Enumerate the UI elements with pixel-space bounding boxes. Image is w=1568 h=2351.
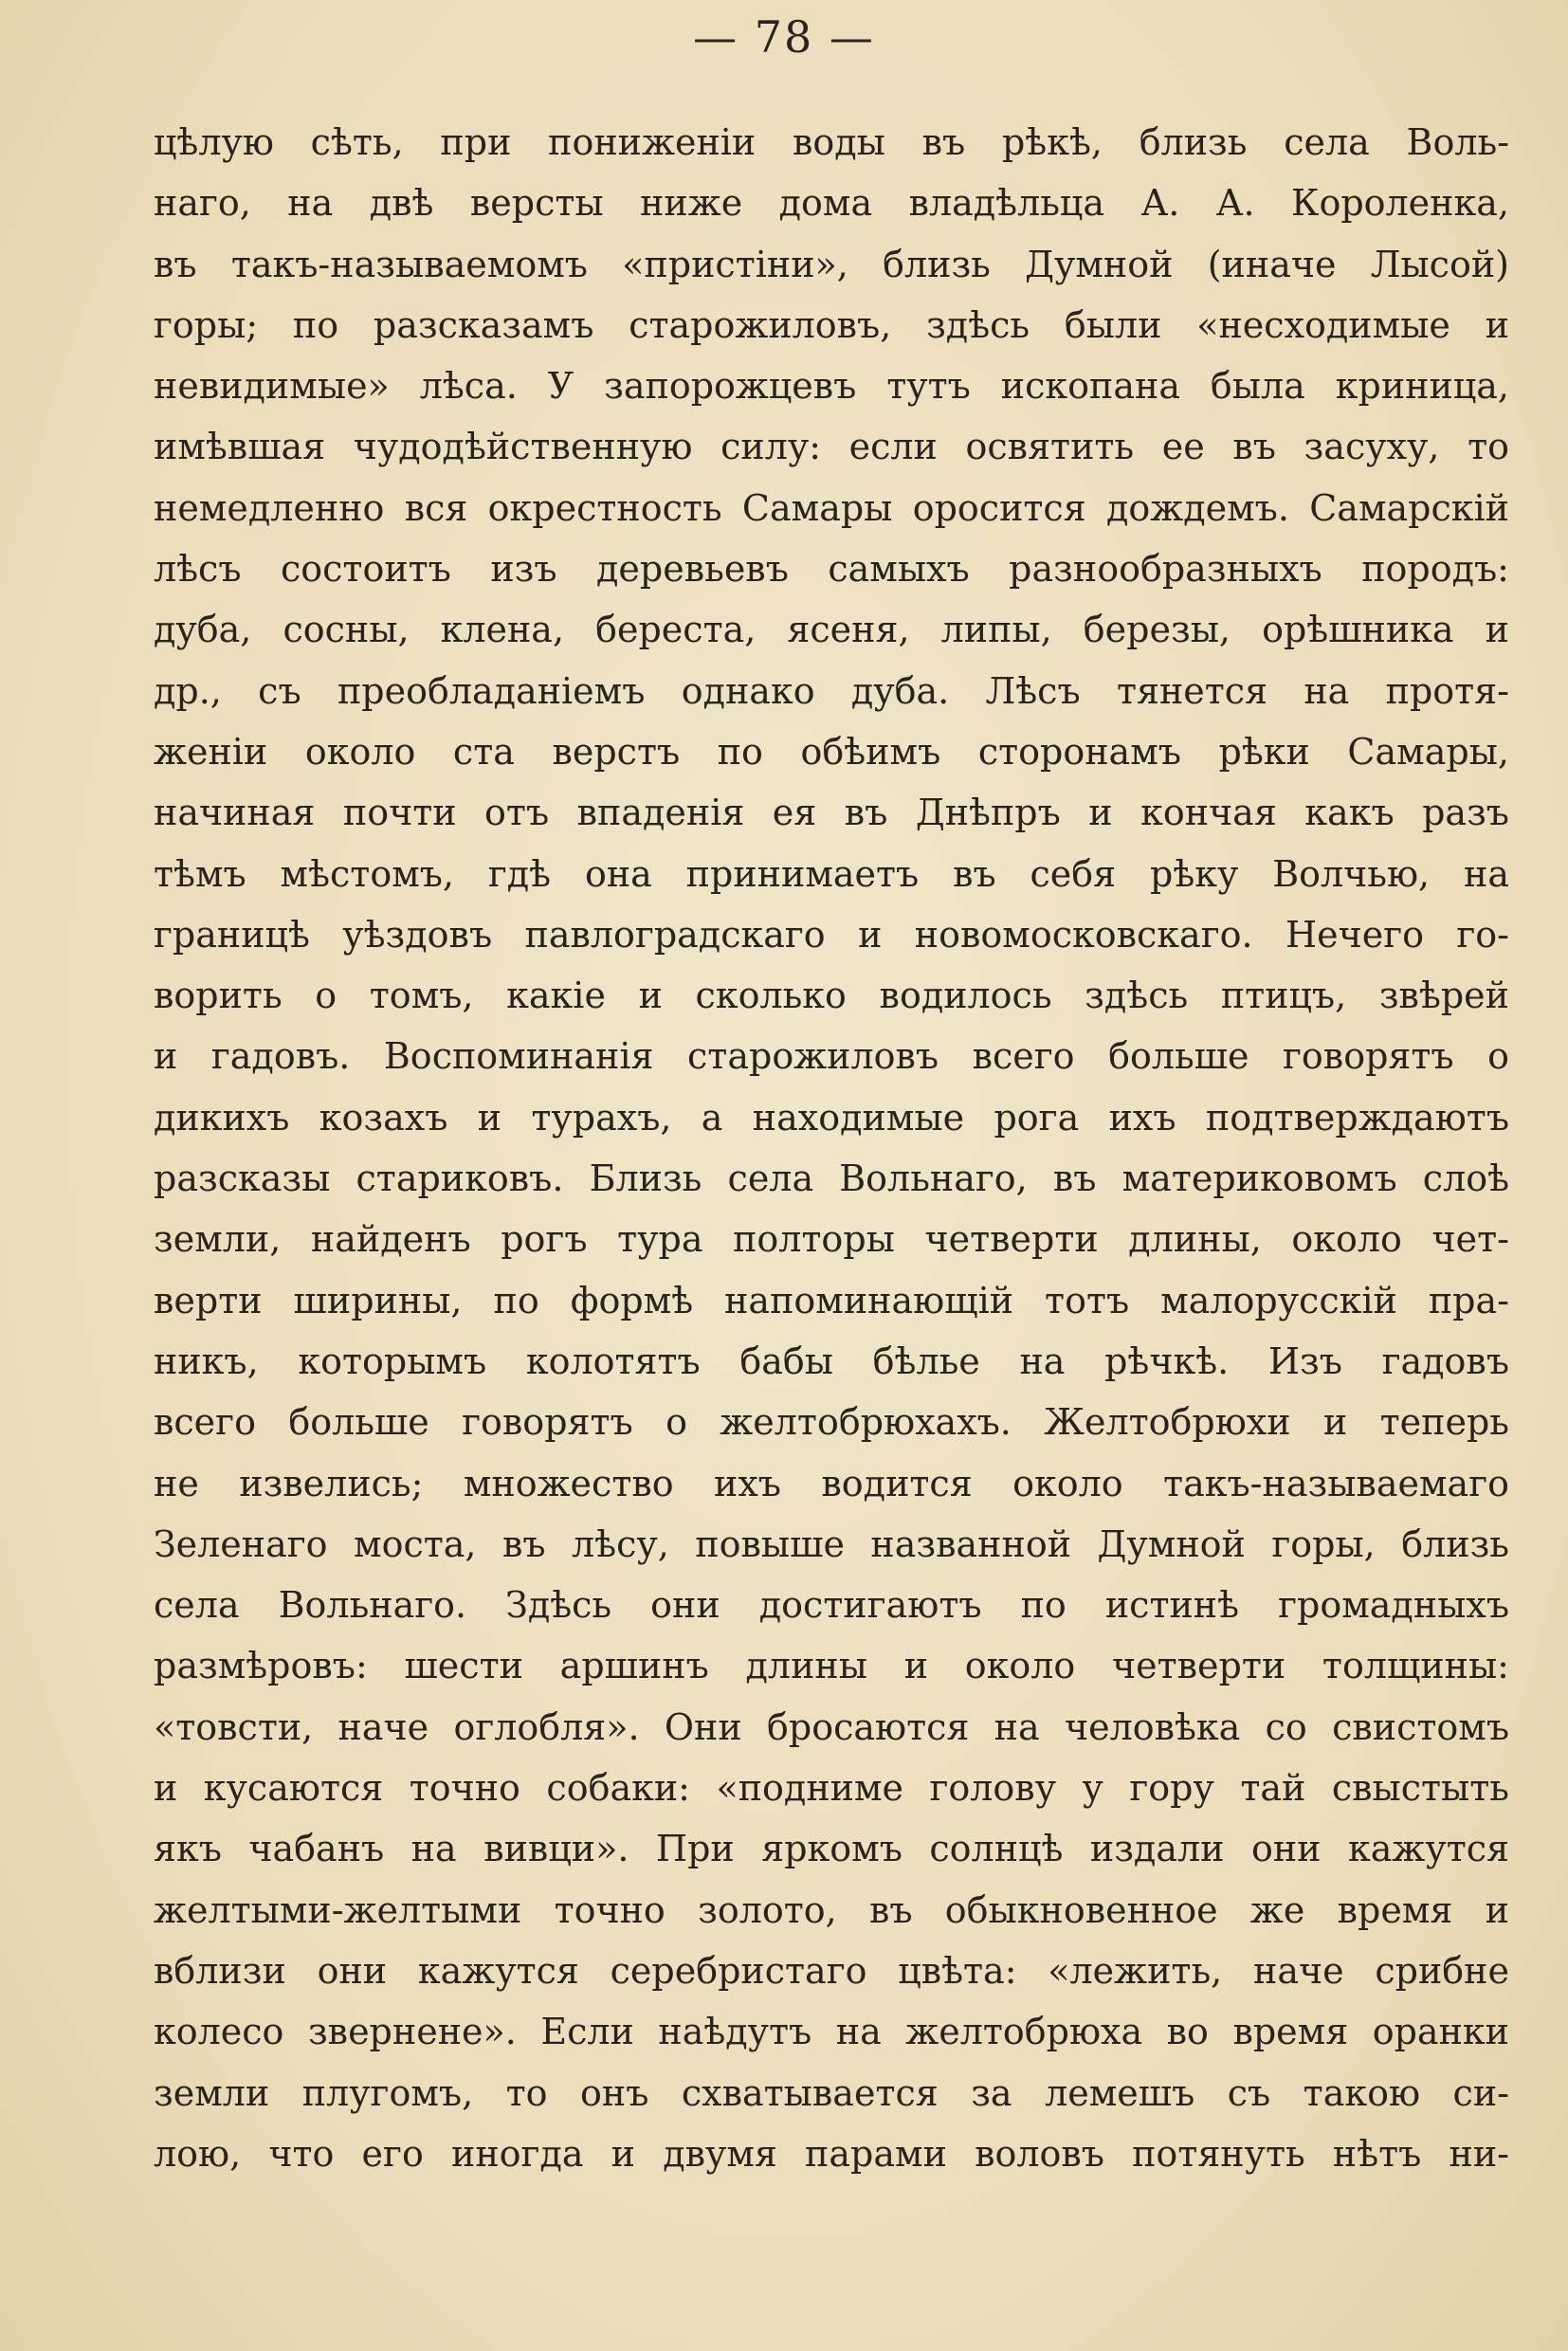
text-line: начиная почти отъ впаденія ея въ Днѣпръ и кончая какъ разъ [154, 792, 1509, 834]
text-line: дикихъ козахъ и турахъ, а находимые рога ихъ подтверждаютъ [154, 1096, 1509, 1139]
text-line: имѣвшая чудодѣйственную силу: если освятить ее въ засуху, то [154, 426, 1509, 468]
text-line: и гадовъ. Воспоминанія старожиловъ всего больше говорятъ о [154, 1035, 1509, 1078]
text-line: др., съ преобладаніемъ однако дуба. Лѣсъ тянется на протя- [154, 669, 1509, 712]
text-line: всего больше говорятъ о желтобрюхахъ. Желтобрюхи и теперь [154, 1401, 1509, 1444]
text-line: «товсти, наче оглобля». Они бросаются на человѣка со свистомъ [154, 1705, 1509, 1748]
text-line: дуба, сосны, клена, береста, ясеня, липы, березы, орѣшника и [154, 609, 1509, 651]
text-line: ворить о томъ, какіе и сколько водилось здѣсь птицъ, звѣрей [154, 975, 1509, 1017]
text-line: лою, что его иногда и двумя парами воловъ потянуть нѣтъ ни- [154, 2132, 1509, 2175]
body-text [154, 112, 1509, 2184]
text-line: села Вольнаго. Здѣсь они достигаютъ по истинѣ громадныхъ [154, 1584, 1509, 1627]
text-line: женіи около ста верстъ по обѣимъ сторонамъ рѣки Самары, [154, 730, 1509, 773]
text-line: якъ чабанъ на вивци». При яркомъ солнцѣ издали они кажутся [154, 1828, 1509, 1870]
text-line: лѣсъ состоитъ изъ деревьевъ самыхъ разнообразныхъ породъ: [154, 548, 1509, 591]
text-line: Зеленаго моста, въ лѣсу, повыше названной Думной горы, близь [154, 1522, 1509, 1565]
text-line: невидимые» лѣса. У запорожцевъ тутъ ископана была криница, [154, 365, 1509, 408]
text-line: въ такъ-называемомъ «пристіни», близь Думной (иначе Лысой) [154, 243, 1509, 285]
text-line: тѣмъ мѣстомъ, гдѣ она принимаетъ въ себя рѣку Волчью, на [154, 852, 1509, 895]
text-line: желтыми-желтыми точно золото, въ обыкновенное же время и [154, 1888, 1509, 1931]
text-line: разсказы стариковъ. Близь села Вольнаго, въ материковомъ слоѣ [154, 1157, 1509, 1200]
text-line: границѣ уѣздовъ павлоградскаго и новомосковскаго. Нечего го- [154, 913, 1509, 956]
text-line: и кусаются точно собаки: «подниме голову у гору тай свыстыть [154, 1767, 1509, 1810]
text-line: наго, на двѣ версты ниже дома владѣльца А. А. Короленка, [154, 182, 1509, 225]
text-line: немедленно вся окрестность Самары оросится дождемъ. Самарскій [154, 486, 1509, 529]
text-line: вблизи они кажутся серебристаго цвѣта: «лежить, наче срибне [154, 1949, 1509, 1992]
text-line: верти ширины, по формѣ напоминающій тотъ малорусскій пра- [154, 1279, 1509, 1321]
page-number: — 78 — [693, 11, 875, 63]
text-line: не извелись; множество ихъ водится около такъ-называемаго [154, 1462, 1509, 1504]
text-line: размѣровъ: шести аршинъ длины и около четверти толщины: [154, 1645, 1509, 1687]
text-line: земли, найденъ рогъ тура полторы четверти длины, около чет- [154, 1218, 1509, 1261]
text-line: цѣлую сѣть, при пониженіи воды въ рѣкѣ, близь села Воль- [154, 121, 1509, 163]
text-line: горы; по разсказамъ старожиловъ, здѣсь были «несходимые и [154, 303, 1509, 346]
text-line: колесо звернене». Если наѣдутъ на желтобрюха во время оранки [154, 2011, 1509, 2053]
text-line: земли плугомъ, то онъ схватывается за лемешъ съ такою си- [154, 2071, 1509, 2114]
text-line: никъ, которымъ колотятъ бабы бѣлье на рѣчкѣ. Изъ гадовъ [154, 1340, 1509, 1382]
